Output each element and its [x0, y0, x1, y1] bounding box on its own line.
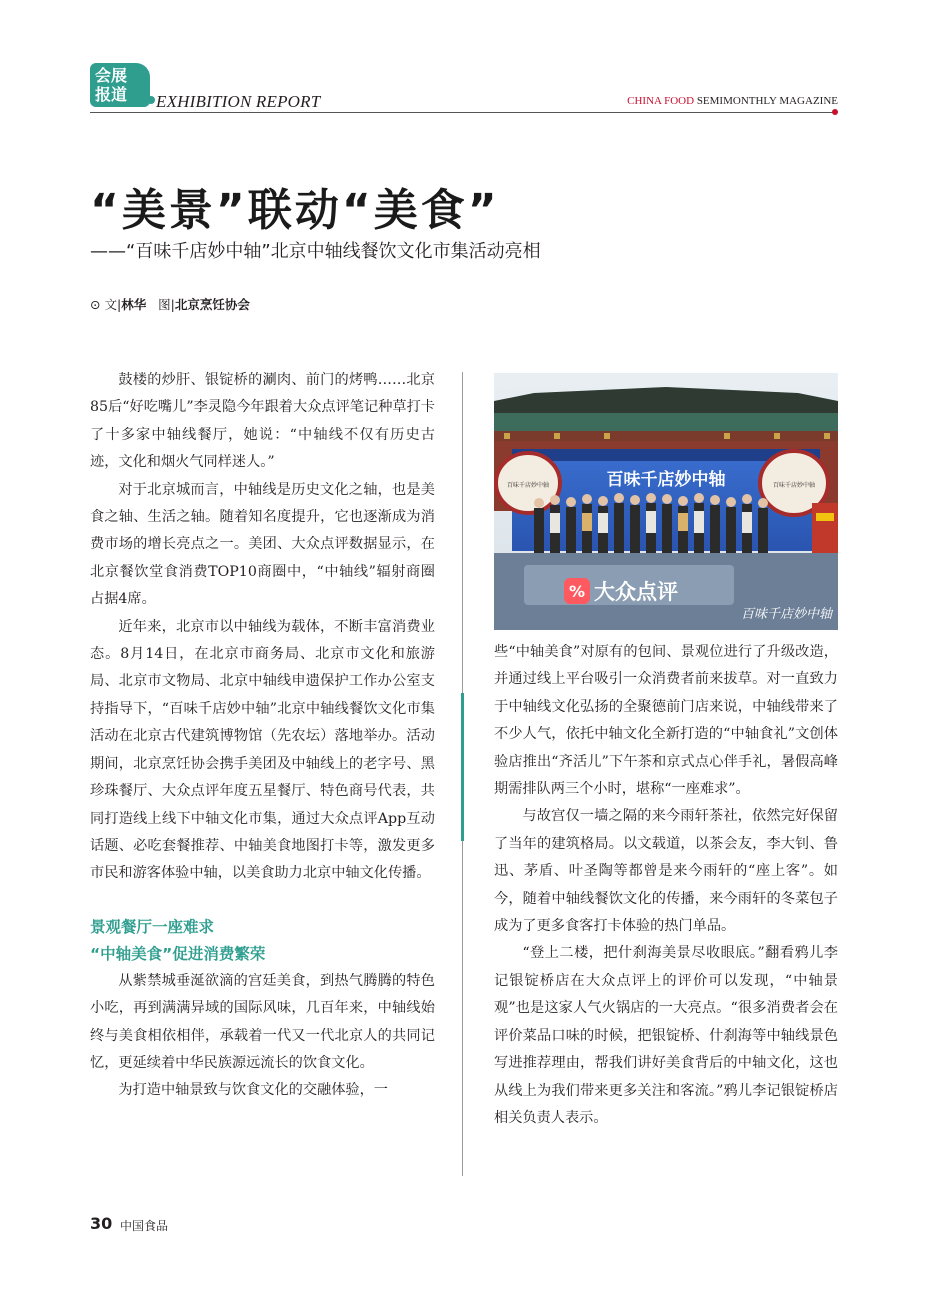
magazine-name: [627, 95, 838, 107]
paragraph: 与故宫仅一墙之隔的来今雨轩茶社，依然完好保留了当年的建筑格局。以文载道，以茶会友，李大钊、鲁迅、茅盾、叶圣陶等都曾是来今雨轩的“座上客”。如今，随着中轴线餐饮文化的传播，来今雨轩的冬菜包子成为了更多食客打卡体验的热门单品。: [494, 808, 838, 935]
column-divider-accent: [461, 693, 464, 841]
paragraph: 鼓楼的炒肝、银锭桥的涮肉、前门的烤鸭……北京85后“好吃嘴儿”李灵隐今年跟着大众点评笔记种草打卡了十多家中轴线餐厅，她说：“中轴线不仅有历史古迹，文化和烟火气同样迷人。”: [90, 372, 435, 471]
paragraph: 些“中轴美食”对原有的包间、景观位进行了升级改造，并通过线上平台吸引一众消费者前来拔草。对一直致力于中轴线文化弘扬的全聚德前门店来说，中轴线带来了不少人气，依托中轴文化全新打造的“中轴食礼”文创体验店推出“齐活儿”下午茶和京式点心伴手礼，暑假高峰期需排队两三个小时，堪称“一座难求”。: [494, 644, 838, 798]
photo-corner-text: 百味千店妙中轴: [740, 607, 832, 622]
byline-author: 林华: [121, 297, 147, 312]
section-title-en: EXHIBITION REPORT: [156, 92, 321, 111]
right-column: [494, 639, 838, 1132]
drum-right-text: 百味千店妙中轴: [772, 482, 816, 489]
section-heading: 景观餐厅一座难求: [90, 917, 215, 936]
drum-left-text: 百味千店妙中轴: [506, 482, 550, 489]
magazine-name-rest: SEMIMONTHLY MAGAZINE: [694, 95, 838, 107]
publication-name: 中国食品: [120, 1219, 169, 1233]
event-photo: [494, 373, 838, 630]
event-photo-illustration: [494, 373, 838, 630]
byline-photo-label: 图: [158, 297, 171, 312]
stage-banner-text: 百味千店妙中轴: [606, 470, 726, 490]
page-number: 30: [90, 1214, 113, 1233]
paragraph: 从紫禁城垂涎欲滴的宫廷美食，到热气腾腾的特色小吃，再到满满异域的国际风味，几百年来，中轴线始终与美食相依相伴，承载着一代又一代北京人的共同记忆，更延续着中华民族源远流长的饮食文化。: [90, 972, 435, 1071]
badge-dot-icon: [147, 96, 155, 104]
byline-text-label: 文: [104, 297, 117, 312]
people-group: [534, 493, 768, 553]
article-subtitle: ——“百味千店妙中轴”北京中轴线餐饮文化市集活动亮相: [90, 241, 541, 262]
article-title: “美景”联动“美食”: [90, 185, 500, 236]
byline-photo-credit: 北京烹饪协会: [174, 297, 250, 312]
badge-line-1: 会展: [95, 66, 128, 85]
paragraph: 对于北京城而言，中轴线是历史文化之轴，也是美食之轴、生活之轴。随着知名度提升，它也逐渐成为消费市场的增长亮点之一。美团、大众点评数据显示，在北京餐饮堂食消费TOP10商圈中，“中轴线”辐射商圈占据4席。: [90, 481, 435, 608]
paragraph: “登上二楼，把什刹海美景尽收眼底。”翻看鸦儿李记银锭桥店在大众点评上的评价可以发现，“中轴景观”也是这家人气火锅店的一大亮点。“很多消费者会在评价菜品口味的时候，把银锭桥、什刹海等中轴线景色写进推荐理由，帮我们讲好美食背后的中轴文化，这也从线上为我们带来更多关注和客流。”鸦儿李记银锭桥店相关负责人表示。: [494, 945, 838, 1126]
magazine-name-red: CHINA FOOD: [627, 95, 695, 107]
header-rule-dot-icon: [832, 109, 838, 115]
paragraph: 近年来，北京市以中轴线为载体，不断丰富消费业态。8月14日，在北京市商务局、北京市文化和旅游局、北京市文物局、北京中轴线申遗保护工作办公室支持指导下，“百味千店妙中轴”北京中轴线餐饮文化市集活动在北京古代建筑博物馆（先农坛）落地举办。活动期间，北京烹饪协会携手美团及中轴线上的老字号、黑珍珠餐厅、大众点评年度五星餐厅、特色商号代表，共同打造线上线下中轴文化市集，通过大众点评App互动话题、必吃套餐推荐、中轴美食地图打卡等，激发更多市民和游客体验中轴，以美食助力北京中轴文化传播。: [90, 618, 435, 882]
byline: ⊙ 文|林华 图|北京烹饪协会: [90, 297, 250, 312]
svg-text:%: %: [568, 582, 586, 601]
header-rule: [90, 112, 834, 113]
section-heading: “中轴美食”促进消费繁荣: [90, 944, 266, 963]
badge-line-2: 报道: [95, 85, 128, 104]
left-column: [90, 367, 435, 1105]
section-badge: [90, 63, 150, 107]
paragraph: 为打造中轴景致与饮食文化的交融体验，一: [118, 1082, 388, 1099]
sponsor-logo-text: 大众点评: [594, 580, 678, 604]
byline-symbol-icon: ⊙: [90, 297, 101, 312]
